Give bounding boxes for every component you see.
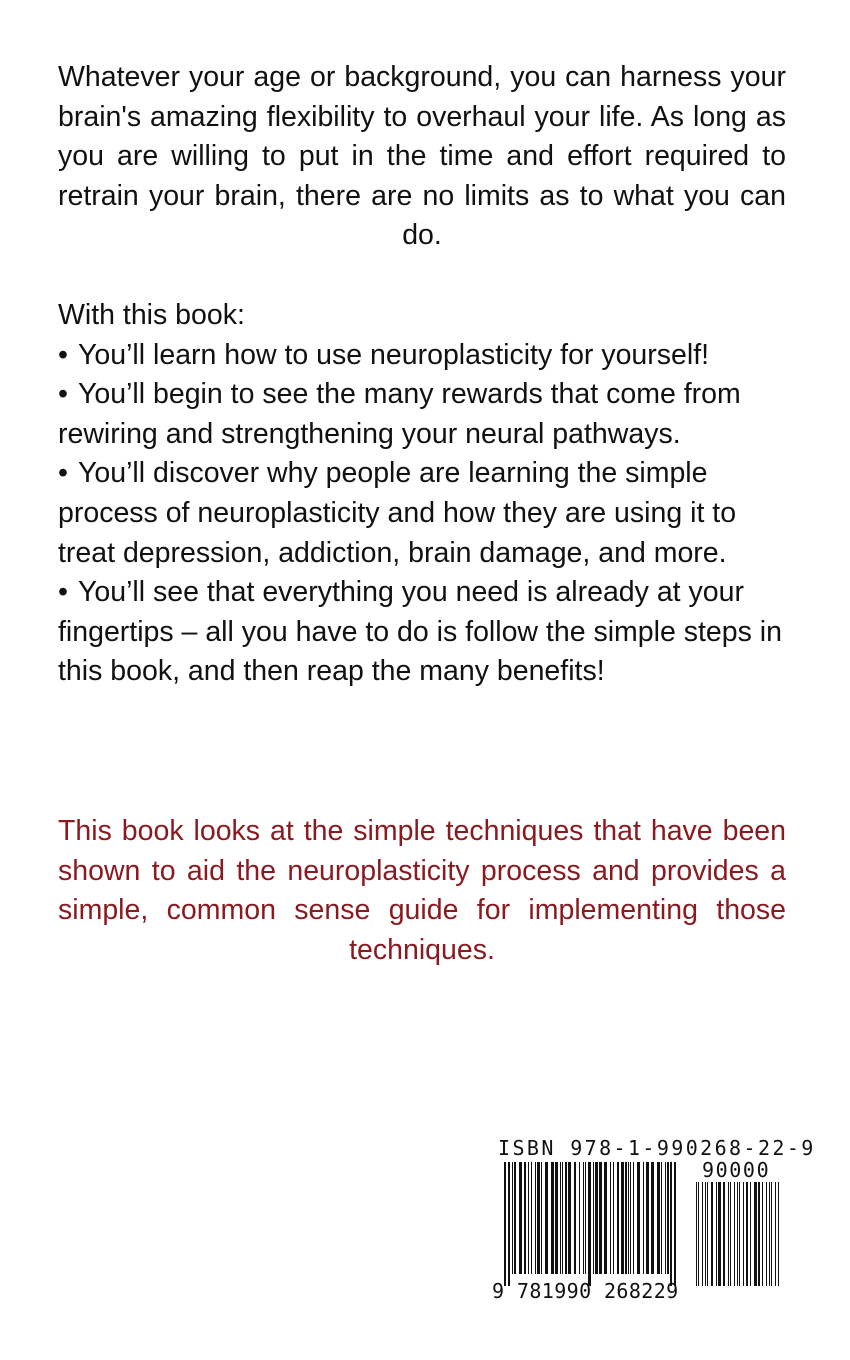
bullet-icon: •	[58, 338, 68, 371]
barcode-bar	[705, 1182, 706, 1286]
closing-paragraph: This book looks at the simple techniques that have been shown to aid the neuroplasticity process and provides a simple, common sense guide for implementing those techniques.	[58, 815, 786, 966]
bullet-icon: •	[58, 576, 68, 609]
ean-digits: 9 781990 268229	[492, 1279, 679, 1303]
barcode-bar	[585, 1162, 586, 1274]
barcode-bar	[734, 1182, 735, 1286]
barcode-bar	[625, 1162, 627, 1274]
barcode-bar	[718, 1182, 721, 1286]
barcode-bar	[716, 1182, 717, 1286]
barcode-bar	[661, 1162, 662, 1274]
barcode-bar	[595, 1162, 598, 1274]
barcode-bar	[754, 1182, 757, 1286]
barcode-bar	[535, 1162, 536, 1274]
barcode-bar	[537, 1162, 540, 1274]
barcode-bar	[750, 1182, 751, 1286]
barcode-bar	[769, 1182, 770, 1286]
barcode-bar	[698, 1182, 699, 1286]
benefits-list	[58, 336, 786, 692]
barcode-bar	[545, 1162, 548, 1274]
barcode-bar	[621, 1162, 624, 1274]
barcode-bar	[524, 1162, 526, 1274]
barcode-bar	[579, 1162, 580, 1274]
bullet-icon: •	[58, 457, 68, 490]
barcode-bar	[739, 1182, 740, 1286]
barcode-bar	[637, 1162, 640, 1274]
list-item-text: You’ll learn how to use neuroplasticity for yourself!	[78, 338, 710, 371]
barcode-bar	[613, 1162, 614, 1274]
barcode-bar	[758, 1182, 760, 1286]
barcode-bar	[514, 1162, 516, 1274]
barcode-bar	[730, 1182, 731, 1286]
barcode-bar	[565, 1162, 567, 1274]
isbn-label: ISBN 978-1-990268-22-9	[498, 1136, 816, 1160]
barcode-bar	[504, 1162, 506, 1286]
barcode-bar	[633, 1162, 634, 1274]
barcode-bar	[560, 1162, 561, 1274]
bullet-icon: •	[58, 378, 68, 411]
barcode-bar	[610, 1162, 611, 1274]
list-item	[58, 454, 786, 573]
barcode-bar	[593, 1162, 594, 1274]
barcode-bar	[628, 1162, 629, 1274]
barcode-bar	[762, 1182, 763, 1286]
barcode-bar	[778, 1182, 779, 1286]
barcode-bar	[737, 1182, 738, 1286]
barcode-bar	[617, 1162, 619, 1274]
barcode-bar	[665, 1162, 666, 1274]
barcode-bar	[674, 1162, 676, 1286]
list-item	[58, 336, 786, 376]
barcode-bar	[588, 1162, 591, 1286]
barcode-bar	[604, 1162, 607, 1274]
barcode-bar	[707, 1182, 708, 1286]
barcode-bar	[630, 1162, 631, 1274]
barcode-bar	[657, 1162, 660, 1274]
barcode-bar	[599, 1162, 602, 1274]
intro-paragraph: Whatever your age or background, you can harness your brain's amazing flexibility to overhaul your life. As long as you are willing to put in the time and effort required to retrain your brain, there are no limits as to what you can do.	[58, 61, 786, 252]
barcode-bar	[512, 1162, 513, 1274]
barcode-bar	[551, 1162, 554, 1274]
barcode-bar	[519, 1162, 522, 1274]
list-item-text: You’ll begin to see the many rewards that come from rewiring and strengthening your neural pathways.	[58, 378, 741, 450]
barcode-bar	[651, 1162, 654, 1274]
list-item-text: You’ll discover why people are learning the simple process of neuroplasticity and how they are using it to treat depression, addiction, brain damage, and more.	[58, 457, 737, 569]
barcode-bar	[643, 1162, 644, 1274]
benefits-heading: With this book:	[58, 299, 245, 331]
barcode-bar	[696, 1182, 697, 1286]
barcode-bar	[670, 1162, 672, 1286]
barcode-bar	[646, 1162, 649, 1274]
barcode-bar	[746, 1182, 748, 1286]
barcode-bar	[508, 1162, 510, 1286]
barcode-bar	[723, 1182, 725, 1286]
barcode-bar	[771, 1182, 772, 1286]
list-item	[58, 375, 786, 454]
barcode-bar	[775, 1182, 776, 1286]
barcode-bar	[555, 1162, 558, 1274]
list-item	[58, 573, 786, 692]
barcode-bar	[702, 1182, 703, 1286]
barcode-bar	[531, 1162, 532, 1274]
barcode-bar	[766, 1182, 767, 1286]
barcode-bar	[667, 1162, 669, 1274]
barcode-bar	[574, 1162, 576, 1274]
barcode-bar	[528, 1162, 529, 1274]
barcode-bar	[562, 1162, 563, 1274]
benefits-section	[58, 296, 786, 692]
barcode-bar	[583, 1162, 584, 1274]
isbn-barcode	[490, 1136, 816, 1304]
barcode-bar	[743, 1182, 744, 1286]
barcode-bar	[541, 1162, 542, 1274]
barcode-bar	[568, 1162, 571, 1274]
list-item-text: You’ll see that everything you need is already at your fingertips – all you have to do is follow the simple steps in this book, and then reap the many benefits!	[58, 576, 782, 688]
price-code: 90000	[702, 1158, 771, 1182]
barcode-bar	[711, 1182, 713, 1286]
barcode-bar	[728, 1182, 729, 1286]
